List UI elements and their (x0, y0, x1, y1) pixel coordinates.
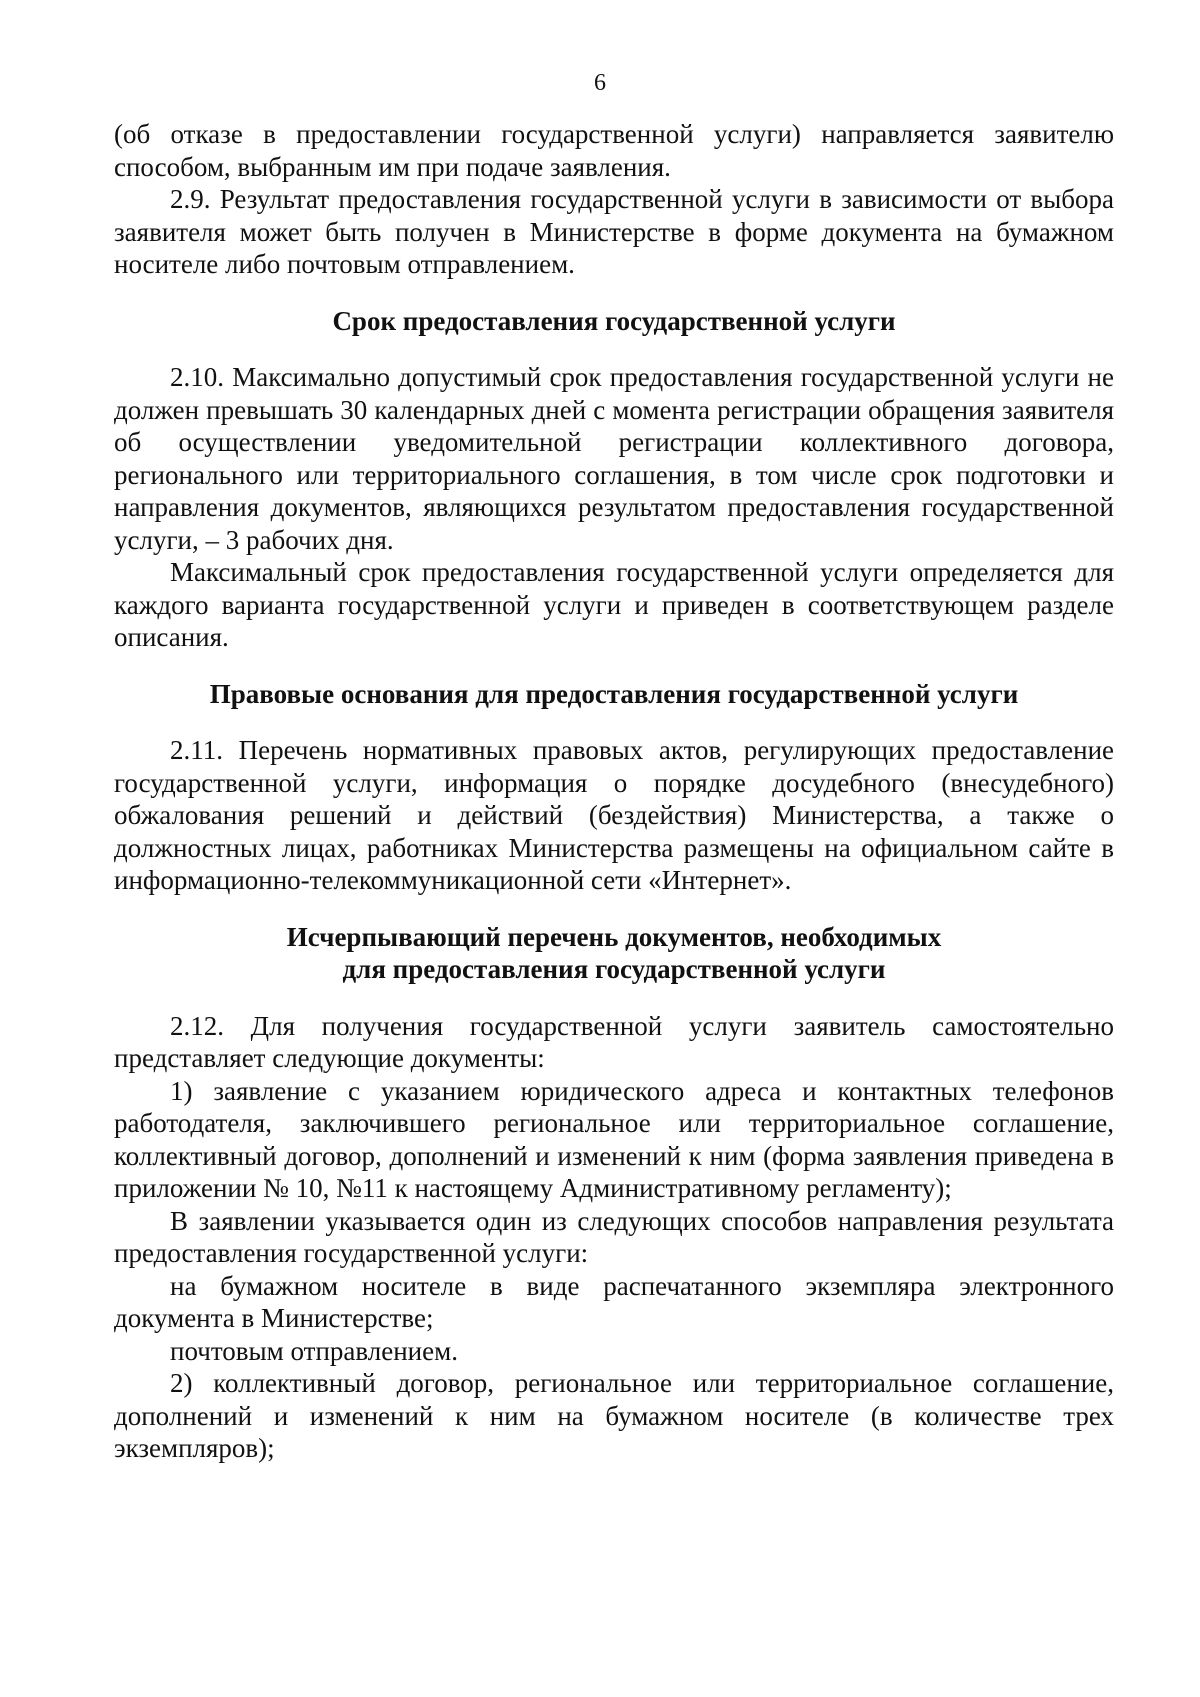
heading-term: Срок предоставления государственной услуги (332, 305, 896, 336)
paragraph-2-9: 2.9. Результат предоставления государственной услуги в зависимости от выбора заявителя может быть получен в Министерстве в форме документа на бумажном носителе либо почтовым отправлением. (114, 184, 1114, 279)
paragraph-postal: почтовым отправлением. (170, 1335, 458, 1366)
heading-legal-basis: Правовые основания для предоставления государственной услуги (209, 678, 1019, 709)
paragraph-paper-copy: на бумажном носителе в виде распечатанного экземпляра электронного документа в Министерстве; (114, 1270, 1114, 1333)
paragraph-2-11: 2.11. Перечень нормативных правовых актов, регулирующих предоставление государственной услуги, информация о порядке досудебного (внесудебного) обжалования решений и действий (бездействия) Министерства, а также о должностных лицах, работниках Министерства размещены на официальном сайте в информационно-телекоммуникационной сети «Интернет». (114, 735, 1114, 895)
heading-documents-line-2: для предоставления государственной услуги (342, 954, 886, 984)
list-item-1: 1) заявление с указанием юридического адреса и контактных телефонов работодателя, заключившего региональное или территориальное соглашение, коллективный договор, дополнений и изменений к ним (форма заявления приведена в приложении № 10, №11 к настоящему Административному регламенту); (114, 1075, 1114, 1203)
page-number: 6 (594, 70, 606, 96)
paragraph-continuation: (об отказе в предоставлении государственной услуги) направляется заявителю способом, выбранным им при подаче заявления. (114, 119, 1114, 182)
paragraph-delivery-methods: В заявлении указывается один из следующих способов направления результата предоставления государственной услуги: (114, 1205, 1114, 1268)
heading-documents-line-1: Исчерпывающий перечень документов, необходимых (286, 921, 942, 952)
list-item-2: 2) коллективный договор, региональное или территориальное соглашение, дополнений и изменений к ним на бумажном носителе (в количестве трех экземпляров); (114, 1368, 1114, 1463)
paragraph-2-10: 2.10. Максимально допустимый срок предоставления государственной услуги не должен превышать 30 календарных дней с момента регистрации обращения заявителя об осуществлении уведомительной регистрации коллективного договора, регионального или территориального соглашения, в том числе срок подготовки и направления документов, являющихся результатом предоставления государственной услуги, – 3 рабочих дня. (114, 362, 1114, 555)
paragraph-max-term: Максимальный срок предоставления государственной услуги определяется для каждого варианта государственной услуги и приведен в соответствующем разделе описания. (114, 557, 1114, 652)
page-content (114, 118, 1114, 1465)
paragraph-2-12: 2.12. Для получения государственной услуги заявитель самостоятельно представляет следующие документы: (114, 1010, 1114, 1073)
